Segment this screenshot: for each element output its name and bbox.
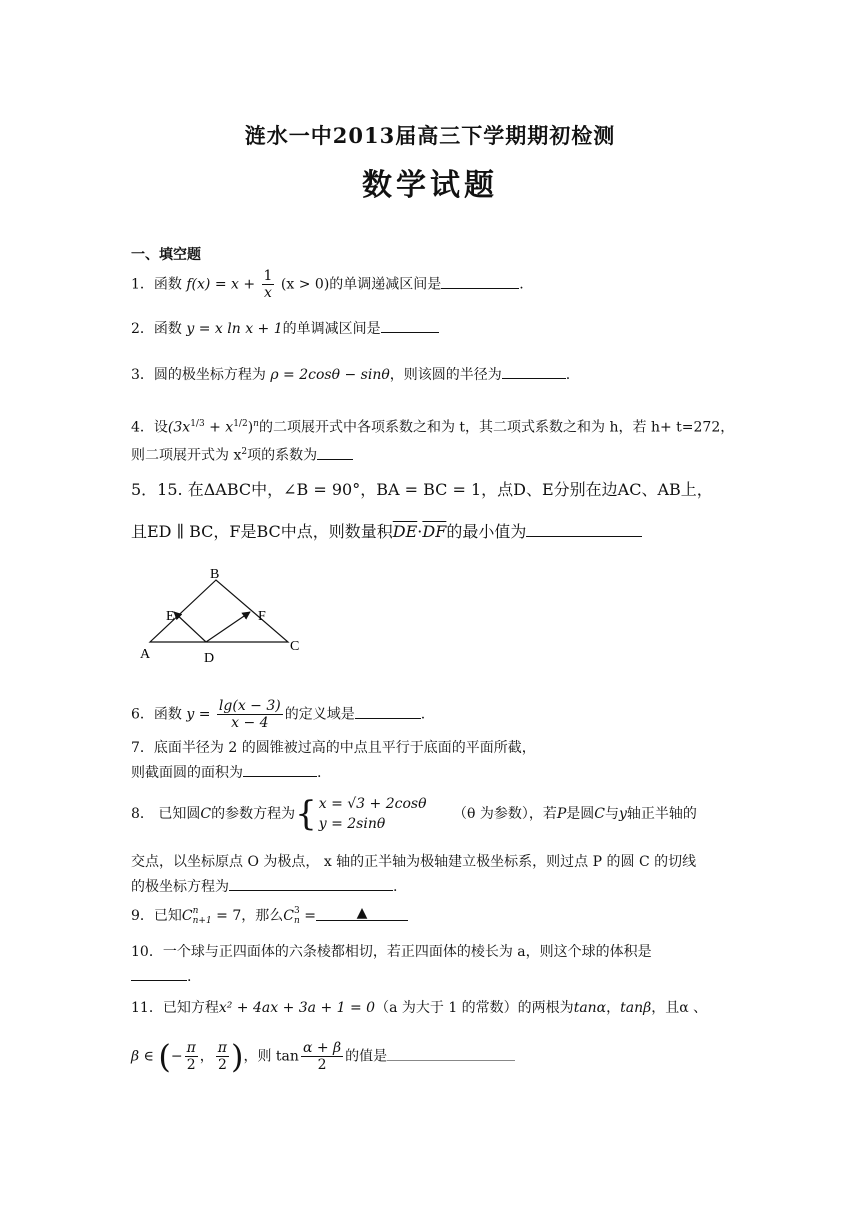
q8-post: 是圆 (566, 806, 595, 822)
q8-eq2: y = 2sinθ (318, 816, 386, 832)
question-3 (131, 364, 570, 385)
q6-prefix: 6．函数 (131, 706, 182, 723)
q8-p: P (556, 806, 567, 822)
label-a: A (140, 647, 151, 662)
q9-sup2: 3 (293, 906, 300, 916)
q4-line2b: 项的系数为 (247, 447, 318, 464)
q4-text: 的二项展开式中各项系数之和为 t，其二项式系数之和为 h，若 h+ t=272， (258, 419, 735, 436)
label-f: F (258, 609, 266, 624)
question-11 (131, 998, 707, 1018)
label-e: E (166, 609, 175, 624)
q11-answer-blank[interactable] (387, 1046, 515, 1061)
q6-fraction (217, 698, 283, 731)
q2-expression: y = x ln x + 1 (186, 321, 283, 337)
q8-mid: 的参数方程为 (211, 806, 296, 822)
q8-prefix: 8． 已知圆 (131, 806, 201, 822)
q5-vector-de: $\overline{DE}$ (392, 522, 418, 541)
q9-c1: C (181, 908, 193, 924)
q11-pi-half (216, 1040, 229, 1073)
question-4-line-2 (131, 442, 353, 466)
q11-fraction (301, 1040, 343, 1073)
q6-end: . (420, 706, 426, 723)
q4-exponent-1: 1/3 (190, 419, 205, 429)
q3-prefix: 3．圆的极坐标方程为 (131, 367, 266, 383)
q7-end: . (317, 765, 322, 781)
vector-df (206, 612, 250, 642)
question-7-line-2 (131, 762, 321, 783)
q11-tan-alpha: tanα (573, 1000, 607, 1016)
q8-param: （θ 为参数），若 (452, 806, 557, 822)
triangle-figure (130, 560, 320, 670)
q8-eq1: x = √3 + 2cosθ (318, 796, 427, 812)
q10-line1: 10．一个球与正四面体的六条棱都相切，若正四面体的棱长为 a，则这个球的体积是 (131, 944, 652, 960)
q1-numerator: 1 (263, 268, 273, 284)
question-10 (131, 942, 652, 962)
q5-dot: · (417, 522, 423, 541)
question-1 (131, 268, 524, 301)
q6-text: 的定义域是 (284, 706, 355, 723)
q10-answer-blank[interactable] (131, 966, 187, 981)
vector-de (174, 612, 206, 642)
q11-text1: （a 为大于 1 的常数）的两根为 (375, 1000, 574, 1016)
q11-then: ，则 tan (243, 1048, 299, 1065)
q8-c: C (200, 806, 212, 822)
q3-text: ，则该圆的半径为 (389, 367, 502, 383)
q1-denominator: x (264, 285, 272, 301)
q11-neg-pi-half (185, 1040, 198, 1073)
q4-line2: 则二项展开式为 x (131, 447, 242, 464)
q9-indices-1 (193, 906, 212, 926)
question-8-line-2 (131, 852, 696, 872)
q3-expression: ρ = 2cosθ − sinθ (270, 367, 390, 383)
q11-frac-denominator: 2 (317, 1057, 327, 1073)
q11-left-paren: ( (158, 1037, 171, 1076)
q9-post: = (299, 908, 316, 924)
question-8 (131, 794, 697, 834)
q9-sub1: n+1 (192, 916, 212, 926)
q4-square: 2 (241, 447, 248, 457)
q11-right-paren: ) (231, 1037, 244, 1076)
q4-close-paren: ) (247, 419, 254, 436)
q4-expr-b: + x (204, 419, 234, 436)
q6-y: y = (186, 706, 211, 723)
q8-line3: 的极坐标方程为 (131, 879, 229, 895)
question-7 (131, 738, 536, 758)
question-5-line-2 (131, 522, 642, 542)
label-c: C (290, 639, 300, 654)
q5-line2b: 的最小值为 (446, 522, 527, 541)
q6-numerator: lg(x − 3) (218, 698, 281, 714)
q5-vector-df: $\overline{DF}$ (422, 522, 447, 541)
q11-tan-beta: tanβ (620, 1000, 652, 1016)
q8-post3: 轴正半轴的 (626, 806, 697, 822)
exam-title: 涟水一中2013届高三下学期期初检测 (244, 123, 616, 148)
q11-beta-in: β ∈ (131, 1048, 154, 1065)
q5-answer-blank[interactable] (526, 522, 642, 537)
q1-function: f(x) = x + (186, 276, 256, 293)
q8-line2: 交点，以坐标原点 O 为极点， x 轴的正半轴为极轴建立极坐标系，则过点 P 的圆 C 的切线 (131, 854, 697, 870)
q11-pi-2: π (217, 1040, 227, 1056)
question-2 (131, 318, 439, 339)
q7-line2: 则截面圆的面积为 (131, 765, 243, 781)
exam-subtitle: 数学试题 (362, 168, 498, 203)
q2-prefix: 2．函数 (131, 321, 182, 337)
q11-equation: x² + 4ax + 3a + 1 = 0 (218, 1000, 376, 1016)
q9-prefix: 9．已知 (131, 908, 182, 924)
q3-answer-blank[interactable] (502, 364, 566, 379)
q5-line2: 且ED ∥ BC，F是BC中点，则数量积 (131, 522, 393, 541)
section-heading: 一、填空题 (131, 247, 201, 263)
q9-sub2: n (293, 916, 300, 926)
q1-answer-blank[interactable] (441, 274, 519, 289)
q9-sup1: n (192, 906, 199, 916)
q4-answer-blank[interactable] (317, 445, 353, 460)
q11-two-1: 2 (186, 1057, 196, 1073)
q1-text: 的单调递减区间是 (329, 276, 442, 293)
q10-end: . (187, 969, 192, 985)
question-5 (131, 480, 713, 500)
q9-c2: C (283, 908, 294, 924)
q4-expr-a: (3x (167, 419, 191, 436)
q11-post: 的值是 (345, 1048, 388, 1065)
q11-sep: ， (606, 1000, 621, 1016)
q1-prefix: 1．函数 (131, 276, 182, 293)
question-10-line-2 (131, 966, 191, 987)
q11-prefix: 11．已知方程 (131, 1000, 219, 1016)
q11-pi-1: π (186, 1040, 196, 1056)
q8-system (319, 794, 427, 834)
q4-prefix: 4．设 (131, 419, 168, 436)
q1-fraction (262, 268, 275, 301)
q7-line1: 7．底面半径为 2 的圆锥被过高的中点且平行于底面的平面所截， (131, 740, 536, 756)
question-4 (131, 414, 734, 438)
question-9 (131, 906, 408, 926)
question-8-line-3 (131, 876, 397, 897)
q7-answer-blank[interactable] (243, 762, 317, 777)
q11-comma: ， (199, 1048, 214, 1065)
q1-end: . (519, 276, 524, 293)
q3-end: . (565, 367, 571, 383)
q4-exponent-2: 1/2 (233, 419, 248, 429)
q6-answer-blank[interactable] (355, 704, 421, 719)
q2-text: 的单调减区间是 (282, 321, 381, 337)
q9-answer-blank[interactable] (316, 906, 408, 921)
q8-brace: { (295, 794, 317, 834)
question-11-line-2 (131, 1037, 515, 1084)
q1-condition: (x > 0) (280, 276, 330, 293)
q8-y: y (618, 806, 627, 822)
q2-answer-blank[interactable] (381, 318, 439, 333)
label-d: D (204, 651, 215, 666)
q9-eq: = 7，那么 (211, 908, 284, 924)
q11-text2: ，且α 、 (651, 1000, 708, 1016)
label-b: B (210, 567, 220, 582)
q8-post2: 与 (604, 806, 619, 822)
q5-line1: 5．15. 在ΔABC中，∠B = 90°，BA = BC = 1，点D、E分别在边AC、AB上， (131, 480, 713, 499)
q11-two-2: 2 (217, 1057, 227, 1073)
q4-power-n: n (253, 419, 259, 429)
q8-answer-blank[interactable] (229, 876, 393, 891)
q6-denominator: x − 4 (231, 715, 269, 731)
q8-end: . (393, 879, 398, 895)
question-6 (131, 698, 425, 731)
q8-c2: C (594, 806, 605, 822)
q9-triangle-mark: ▲ (356, 905, 368, 921)
q11-minus: − (170, 1048, 183, 1065)
q11-frac-numerator: α + β (302, 1040, 342, 1056)
